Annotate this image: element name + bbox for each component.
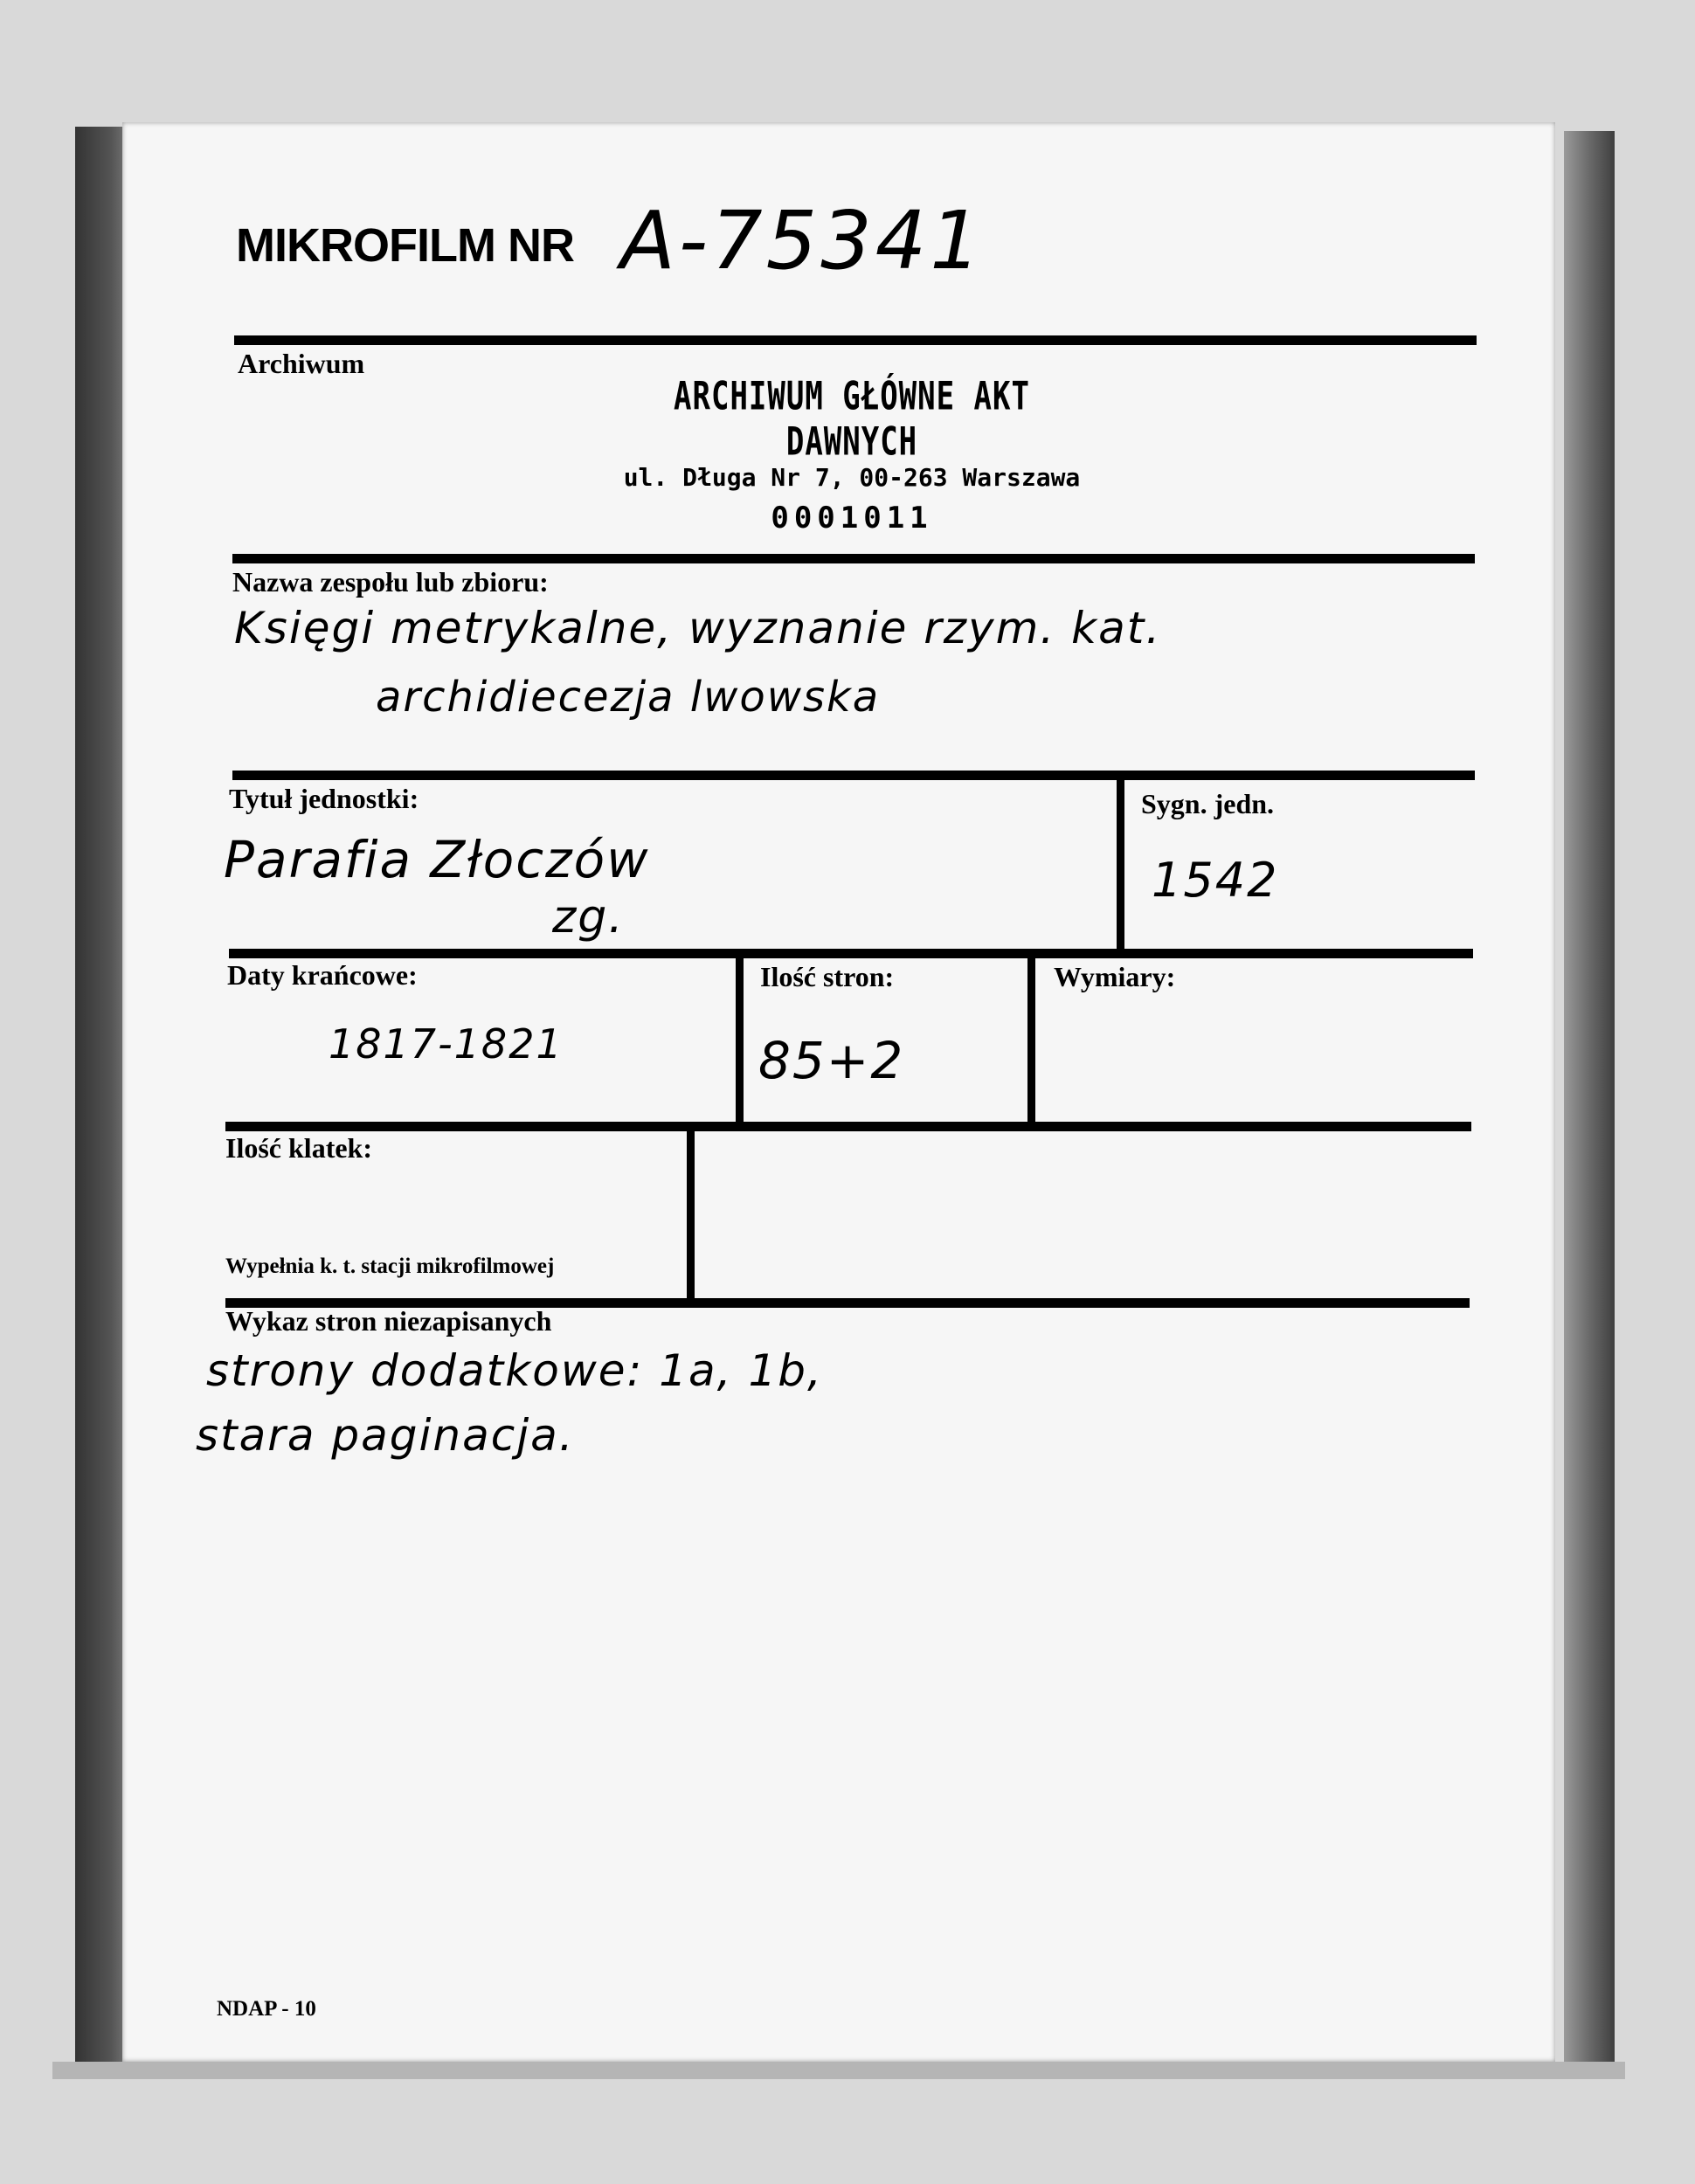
divider-dates-vertical (736, 952, 744, 1123)
collection-label: Nazwa zespołu lub zbioru: (232, 566, 549, 598)
divider-dates (225, 1122, 1471, 1131)
unit-title-label: Tytuł jednostki: (229, 783, 419, 814)
signature-value: 1542 (1152, 853, 1279, 908)
archive-stamp (603, 374, 1101, 536)
blank-pages-line-2: stara paginacja. (196, 1410, 575, 1461)
card-title: MIKROFILM NR (236, 219, 574, 272)
unit-title-line-1: Parafia Złoczów (224, 830, 650, 889)
dates-label: Daty krańcowe: (227, 959, 418, 991)
dimensions-label: Wymiary: (1054, 961, 1176, 992)
signature-label: Sygn. jedn. (1141, 788, 1275, 819)
blank-pages-label: Wykaz stron niezapisanych (225, 1305, 552, 1337)
stamp-line-3: 0001011 (771, 501, 933, 536)
frames-note: Wypełnia k. t. stacji mikrofilmowej (225, 1254, 555, 1278)
divider-unit-vertical (1117, 772, 1124, 956)
divider-collection (232, 771, 1475, 780)
divider-frames-vertical (687, 1125, 695, 1303)
stamp-line-2: ul. Długa Nr 7, 00-263 Warszawa (623, 463, 1081, 492)
pages-label: Ilość stron: (760, 961, 895, 992)
pages-value: 85+2 (758, 1031, 905, 1090)
frames-label: Ilość klatek: (225, 1132, 372, 1164)
stamp-line-1: ARCHIWUM GŁÓWNE AKT DAWNYCH (674, 374, 1030, 465)
divider-pages-vertical (1027, 952, 1035, 1123)
blank-pages-line-1: strony dodatkowe: 1a, 1b, (206, 1345, 823, 1396)
scan-edge-bottom (52, 2062, 1625, 2079)
divider-header (234, 335, 1477, 345)
unit-title-line-2: zg. (552, 891, 625, 943)
divider-unit (229, 949, 1473, 958)
collection-line-1: Księgi metrykalne, wyznanie rzym. kat. (234, 603, 1162, 653)
divider-archive (232, 554, 1475, 563)
dates-value: 1817-1821 (329, 1020, 564, 1068)
archive-label: Archiwum (238, 348, 365, 379)
scan-shadow-right (1564, 131, 1615, 2062)
collection-line-2: archidiecezja lwowska (376, 673, 881, 722)
form-code: NDAP - 10 (217, 1997, 316, 2021)
microfilm-number: A-75341 (620, 194, 985, 287)
